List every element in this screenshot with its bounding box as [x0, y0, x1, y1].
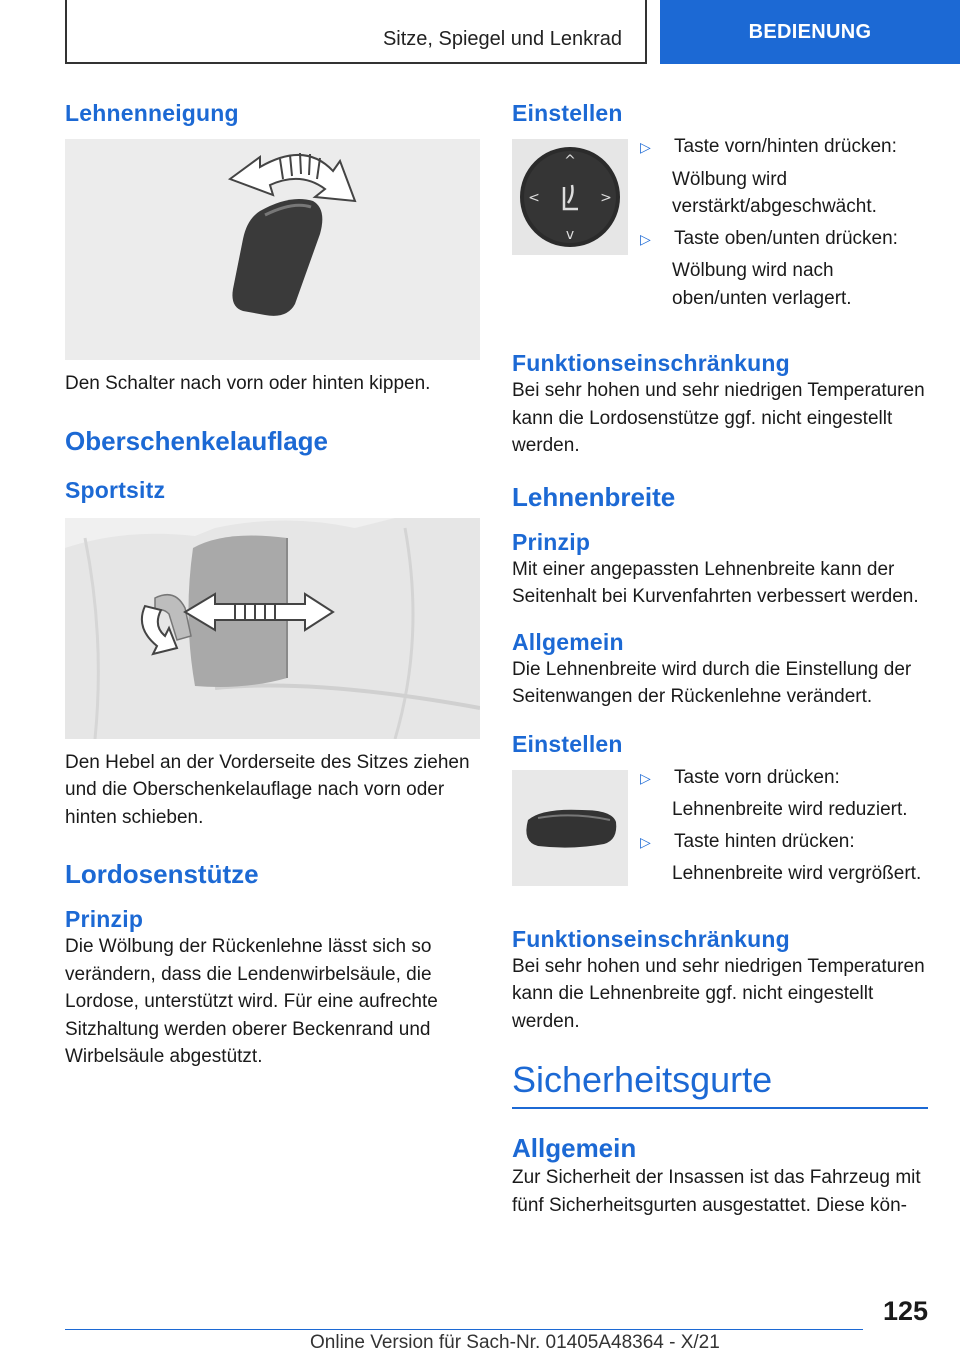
- list-item-result: Wölbung wird nach oben/unten verlagert.: [672, 260, 852, 309]
- list-item-action: Taste vorn drücken:: [674, 766, 840, 788]
- text-funktionseinschraenkung-2: Bei sehr hohen und sehr niedrigen Temperaturen kann die Lehnenbreite ggf. nicht eingestellt werden.: [512, 955, 925, 1032]
- list-item-result: Lehnenbreite wird reduziert.: [672, 799, 908, 820]
- heading-funktionseinschraenkung-1: Funktionseinschränkung: [512, 350, 790, 376]
- einstellen-lehnenbreite-block: [512, 766, 928, 888]
- tilt-switch-illustration: [65, 139, 480, 360]
- list-item-action: Taste oben/unten drücken:: [674, 227, 898, 249]
- footer-version-text: Online Version für Sach-Nr. 01405A48364 - X/21: [310, 1332, 720, 1353]
- backrest-tilt-switch-image: [65, 139, 480, 360]
- text-allgemein-lehnenbreite: Die Lehnenbreite wird durch die Einstellung der Seitenwangen der Rückenlehne verändert.: [512, 658, 912, 707]
- caption-lehnenneigung: Den Schalter nach vorn oder hinten kippen.: [65, 373, 431, 394]
- chapter-tab: BEDIENUNG: [660, 0, 960, 64]
- caption-oberschenkelauflage: Den Hebel an der Vorderseite des Sitzes ziehen und die Oberschenkelauflage nach vorn oder hinten schieben.: [65, 751, 470, 828]
- left-column: [65, 100, 480, 1071]
- text-funktionseinschraenkung-1: Bei sehr hohen und sehr niedrigen Temperaturen kann die Lordosenstütze ggf. nicht eingestellt werden.: [512, 380, 925, 456]
- svg-text:^: ^: [564, 153, 576, 169]
- side-bolster-button-illustration: [512, 770, 628, 886]
- heading-lehnenneigung: Lehnenneigung: [65, 100, 239, 126]
- text-allgemein-gurte: Zur Sicherheit der Insassen ist das Fahrzeug mit fünf Sicherheitsgurten ausgestattet. Diese kön-: [512, 1167, 921, 1216]
- heading-sicherheitsgurte: Sicherheitsgurte: [512, 1059, 928, 1109]
- triangle-bullet-icon: ▷: [640, 230, 651, 247]
- right-column: [512, 100, 928, 1219]
- footer-rule: [65, 1329, 863, 1330]
- subheading-prinzip-lehnenbreite: Prinzip: [512, 528, 591, 555]
- subheading-allgemein-lehnenbreite: Allgemein: [512, 628, 624, 655]
- lumbar-control-image: [512, 139, 628, 255]
- list-item-action: Taste hinten drücken:: [674, 830, 855, 852]
- list-item: [638, 133, 928, 162]
- heading-oberschenkelauflage: Oberschenkelauflage: [65, 425, 328, 456]
- list-item-action: Taste vorn/hinten drücken:: [674, 136, 897, 157]
- heading-funktionseinschraenkung-2: Funktionseinschränkung: [512, 925, 790, 952]
- list-item: [638, 828, 928, 857]
- lumbar-control-illustration: [512, 139, 628, 255]
- text-prinzip-lehnenbreite: Mit einer angepassten Lehnenbreite kann der Seitenhalt bei Kurvenfahrten verbessert werden.: [512, 558, 919, 607]
- svg-text:v: v: [565, 227, 575, 243]
- section-title: Sitze, Spiegel und Lenkrad: [382, 28, 622, 50]
- svg-text:>: >: [600, 190, 612, 206]
- heading-lehnenbreite: Lehnenbreite: [512, 481, 676, 512]
- triangle-bullet-icon: ▷: [640, 769, 651, 786]
- triangle-bullet-icon: ▷: [640, 139, 651, 155]
- einstellen-lehnenbreite-list: [638, 764, 928, 888]
- triangle-bullet-icon: ▷: [640, 833, 651, 850]
- heading-lordosenstuetze: Lordosenstütze: [65, 859, 259, 889]
- page-number: 125: [882, 1296, 928, 1326]
- thigh-support-image: [65, 518, 480, 739]
- subheading-allgemein-gurte: Allgemein: [512, 1133, 637, 1163]
- text-prinzip-lordose: Die Wölbung der Rückenlehne lässt sich so verändern, dass die Lendenwirbelsäule, die Lordose, unterstützt wird. Für eine aufrechte Sitzhaltung werden oberer Beckenrand und Wirbelsäule abgestützt.: [65, 936, 438, 1067]
- einstellen-lordose-block: [512, 136, 928, 312]
- list-item: [638, 225, 928, 254]
- subheading-prinzip-lordose: Prinzip: [65, 906, 144, 932]
- thigh-support-illustration: [65, 518, 480, 739]
- side-bolster-button-image: [512, 770, 628, 886]
- subheading-sportsitz: Sportsitz: [65, 476, 166, 503]
- list-item: [638, 764, 928, 793]
- svg-text:<: <: [528, 190, 540, 206]
- heading-einstellen-lordose: Einstellen: [512, 100, 623, 126]
- list-item-result: Lehnenbreite wird vergrößert.: [672, 863, 922, 884]
- list-item-result: Wölbung wird verstärkt/abgeschwächt.: [672, 168, 877, 217]
- einstellen-lordose-list: [638, 133, 928, 312]
- heading-einstellen-lehnenbreite: Einstellen: [512, 730, 623, 757]
